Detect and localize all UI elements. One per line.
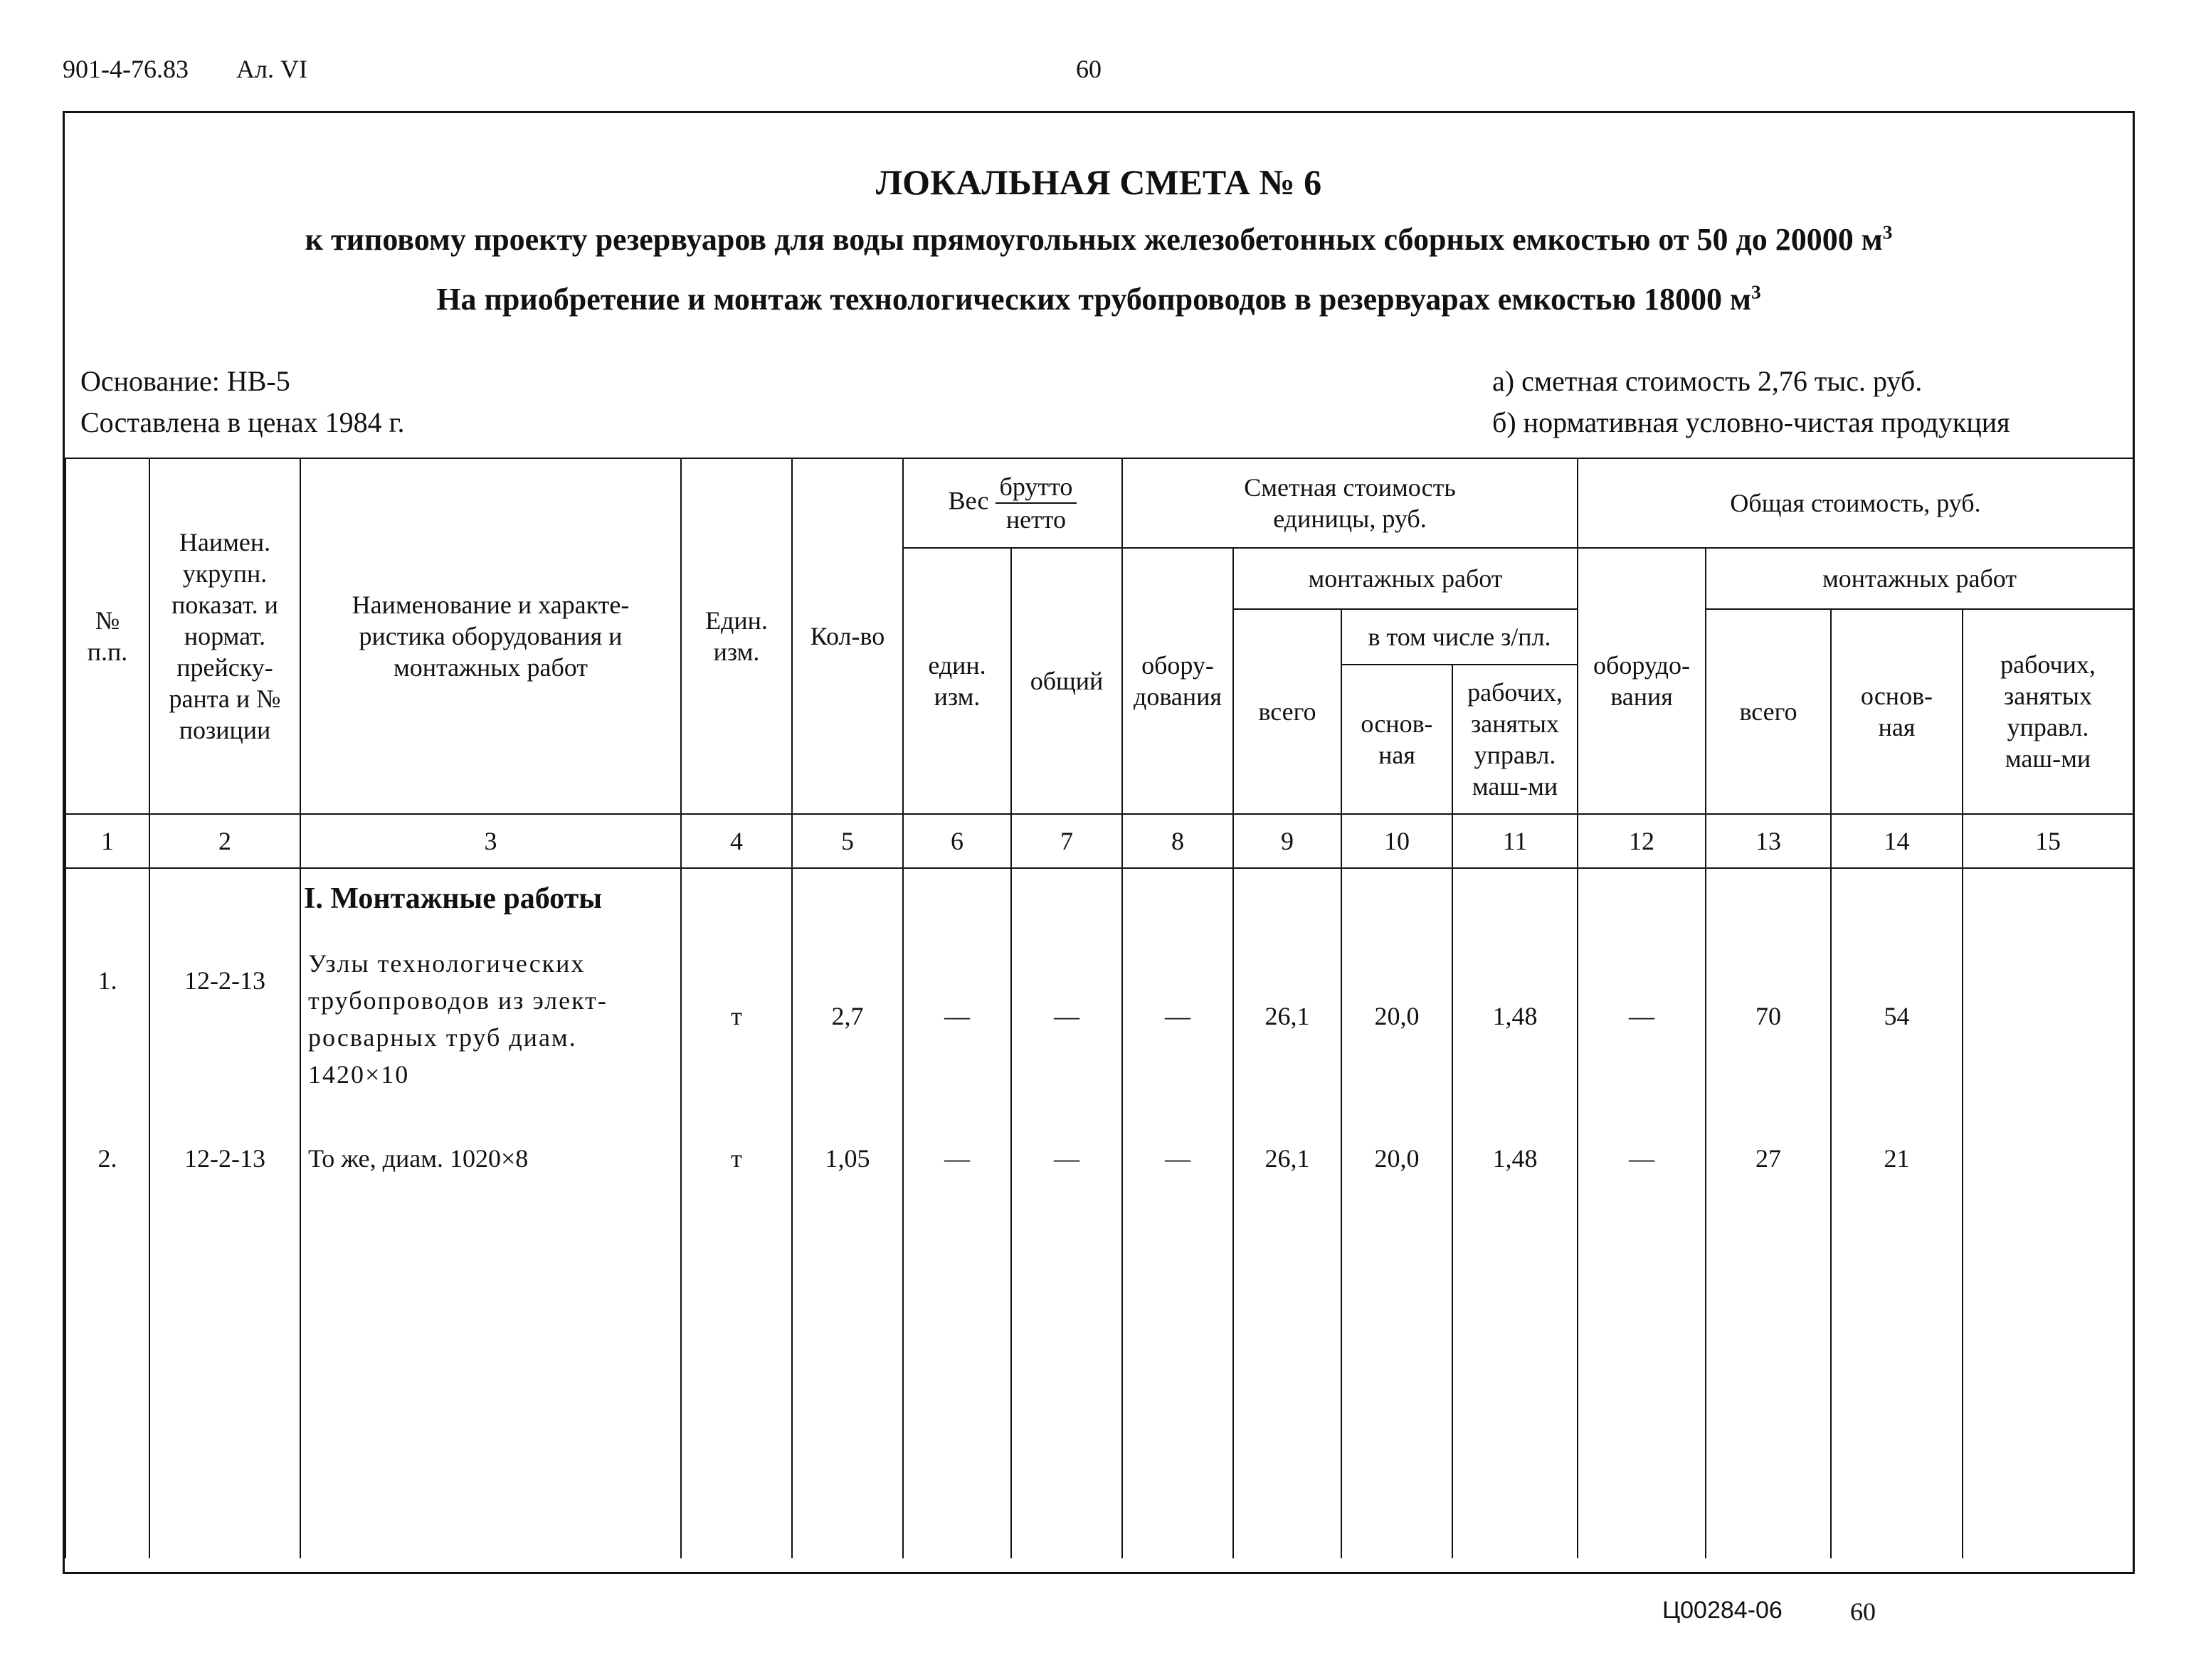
table-row [65, 1110, 2133, 1217]
col-header-incl-wages: в том числе з/пл. [1341, 609, 1578, 665]
col-num: 3 [300, 814, 681, 868]
weight-gross: брутто [996, 471, 1077, 504]
col-num: 8 [1122, 814, 1233, 868]
col-header-number: № п.п. [65, 458, 149, 814]
row-weight-total: — [1011, 932, 1122, 1110]
row-quantity: 2,7 [792, 932, 903, 1110]
row-base-wage: 20,0 [1341, 932, 1452, 1110]
estimated-cost-text: а) сметная стоимость 2,76 тыс. руб. [1492, 365, 1923, 397]
row-sum-total: 27 [1706, 1110, 1831, 1217]
empty-row [65, 1217, 2133, 1558]
subtitle-text: к типовому проекту резервуаров для воды прямоугольных железобетонных сборных емкостью от 50 до 20000 м [305, 222, 1883, 257]
col-header-total-cost: Общая стоимость, руб. [1578, 458, 2133, 548]
column-number-row [65, 814, 2133, 868]
row-equipment: — [1122, 932, 1233, 1110]
net-product-text: б) нормативная условно-чистая продукция [1492, 406, 2010, 438]
col-header-equipment: обору-дования [1122, 548, 1233, 814]
col-num: 14 [1831, 814, 1963, 868]
sheet-label: Ал. VI [236, 55, 307, 83]
estimate-subtitle [65, 221, 2133, 258]
col-header-sum-all: всего [1706, 609, 1831, 814]
row-base-wage: 20,0 [1341, 1110, 1452, 1217]
row-code: 12-2-13 [149, 932, 300, 1110]
row-description: То же, диам. 1020×8 [300, 1110, 681, 1217]
col-num: 6 [903, 814, 1011, 868]
row-description: Узлы технологических трубопроводов из элект-росварных труб диам. 1420×10 [300, 932, 681, 1110]
prices-text: Составлена в ценах 1984 г. [80, 406, 405, 438]
section-title: I. Монтажные работы [300, 868, 681, 932]
col-num: 4 [681, 814, 792, 868]
row-machine-wage: 1,48 [1452, 932, 1578, 1110]
col-num: 5 [792, 814, 903, 868]
row-code: 12-2-13 [149, 1110, 300, 1217]
row-equipment: — [1122, 1110, 1233, 1217]
subtitle-sup: 3 [1882, 221, 1893, 243]
row-number: 1. [65, 932, 149, 1110]
col-header-unit-cost: Сметная стоимость единицы, руб. [1122, 458, 1578, 548]
col-num: 7 [1011, 814, 1122, 868]
estimate-title: ЛОКАЛЬНАЯ СМЕТА № 6 [875, 162, 1322, 202]
col-header-equipment-total: оборудо-вания [1578, 548, 1706, 814]
col-header-quantity: Кол-во [792, 458, 903, 814]
row-sum-base: 54 [1831, 932, 1963, 1110]
row-sum-machine [1963, 1110, 2133, 1217]
col-header-sum-base: основ-ная [1831, 609, 1963, 814]
estimate-frame [63, 111, 2135, 1574]
row-unit: т [681, 932, 792, 1110]
estimate-purpose [65, 281, 2133, 317]
weight-fraction [996, 471, 1077, 535]
col-num: 2 [149, 814, 300, 868]
col-num: 11 [1452, 814, 1578, 868]
row-sum-base: 21 [1831, 1110, 1963, 1217]
col-header-mounting: монтажных работ [1233, 548, 1578, 609]
col-header-weight-total: общий [1011, 548, 1122, 814]
col-header-description: Наименование и характе-ристика оборудования и монтажных работ [300, 458, 681, 814]
row-number: 2. [65, 1110, 149, 1217]
doc-code: 901-4-76.83 [63, 55, 189, 83]
col-num: 10 [1341, 814, 1452, 868]
col-header-machine-wage: рабочих, занятых управл. маш-ми [1452, 665, 1578, 814]
row-equipment-total: — [1578, 932, 1706, 1110]
row-mount-total: 26,1 [1233, 932, 1341, 1110]
page-number-top: 60 [1076, 55, 1102, 83]
purpose-sup: 3 [1751, 281, 1761, 303]
row-machine-wage: 1,48 [1452, 1110, 1578, 1217]
col-header-code: Наимен. укрупн. показат. и нормат. прейску-ранта и № позиции [149, 458, 300, 814]
footer-code: Ц00284-06 [1662, 1597, 1783, 1624]
row-sum-total: 70 [1706, 932, 1831, 1110]
purpose-text: На приобретение и монтаж технологических трубопроводов в резервуарах емкостью 18000 м [436, 282, 1752, 317]
basis-text: Основание: НВ-5 [80, 365, 290, 397]
table-row [65, 932, 2133, 1110]
col-num: 1 [65, 814, 149, 868]
weight-net: нетто [1005, 505, 1067, 534]
weight-label: Вес [948, 486, 989, 515]
col-num: 15 [1963, 814, 2133, 868]
col-num: 12 [1578, 814, 1706, 868]
row-weight-unit: — [903, 932, 1011, 1110]
col-num: 9 [1233, 814, 1341, 868]
section-row [65, 868, 2133, 932]
row-weight-total: — [1011, 1110, 1122, 1217]
col-header-weight-unit: един. изм. [903, 548, 1011, 814]
row-quantity: 1,05 [792, 1110, 903, 1217]
col-num: 13 [1706, 814, 1831, 868]
col-header-mount-all: всего [1233, 609, 1341, 814]
row-unit: т [681, 1110, 792, 1217]
estimate-table [65, 458, 2134, 1558]
col-header-base-wage: основ-ная [1341, 665, 1452, 814]
col-header-sum-machine: рабочих, занятых управл. маш-ми [1963, 609, 2133, 814]
row-equipment-total: — [1578, 1110, 1706, 1217]
row-weight-unit: — [903, 1110, 1011, 1217]
col-header-unit: Един. изм. [681, 458, 792, 814]
footer-page: 60 [1850, 1597, 1876, 1626]
row-sum-machine [1963, 932, 2133, 1110]
row-mount-total: 26,1 [1233, 1110, 1341, 1217]
col-header-mounting-total: монтажных работ [1706, 548, 2133, 609]
col-header-weight [903, 458, 1122, 548]
